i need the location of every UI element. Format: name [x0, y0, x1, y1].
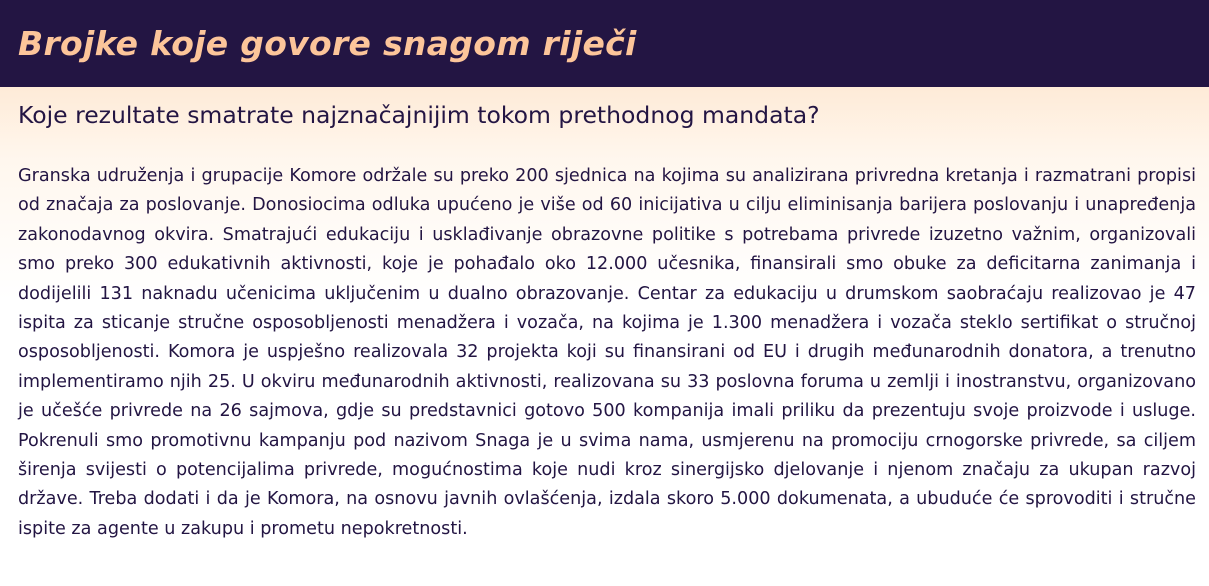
interview-answer: Granska udruženja i grupacije Komore održale su preko 200 sjednica na kojima su analizirana privredna kretanja i razmatrani propisi od značaja za poslovanje. Donosiocima odluka upućeno je više od 60 inicijativa u cilju eliminisanja barijera poslovanju i unapređenja zakonodavnog okvira. Smatrajući edukaciju i usklađivanje obrazovne politike s potrebama privrede izuzetno važnim, organizovali smo preko 300 edukativnih aktivnosti, koje je pohađalo oko 12.000 učesnika, finansirali smo obuke za deficitarna zanimanja i dodijelili 131 naknadu učenicima uključenim u dualno obrazovanje. Centar za edukaciju u drumskom saobraćaju realizovao je 47 ispita za sticanje stručne osposobljenosti menadžera i vozača, na kojima je 1.300 menadžera i vozača steklo sertifikat o stručnoj osposobljenosti. Komora je uspješno realizovala 32 projekta koji su finansirani od EU i drugih međunarodnih donatora, a trenutno implementiramo njih 25. U okviru međunarodnih aktivnosti, realizovana su 33 poslovna foruma u zemlji i inostranstvu, organizovano je učešće privrede na 26 sajmova, gdje su predstavnici gotovo 500 kompanija imali priliku da prezentuju svoje proizvode i usluge. Pokrenuli smo promotivnu kampanju pod nazivom Snaga je u svima nama, usmjerenu na promociju crnogorske privrede, sa ciljem širenja svijesti o potencijalima privrede, mogućnostima koje nudi kroz sinergijsko djelovanje i njenom značaju za ukupan razvoj države. Treba dodati i da je Komora, na osnovu javnih ovlašćenja, izdala skoro 5.000 dokumenata, a ubuduće će sprovoditi i stručne ispite za agente u zakupu i prometu nepokretnosti. — [18, 166, 1196, 539]
header-banner — [0, 0, 1209, 87]
interview-question: Koje rezultate smatrate najznačajnijim tokom prethodnog mandata? — [18, 101, 820, 129]
page-title: Brojke koje govore snagom riječi — [18, 24, 637, 63]
